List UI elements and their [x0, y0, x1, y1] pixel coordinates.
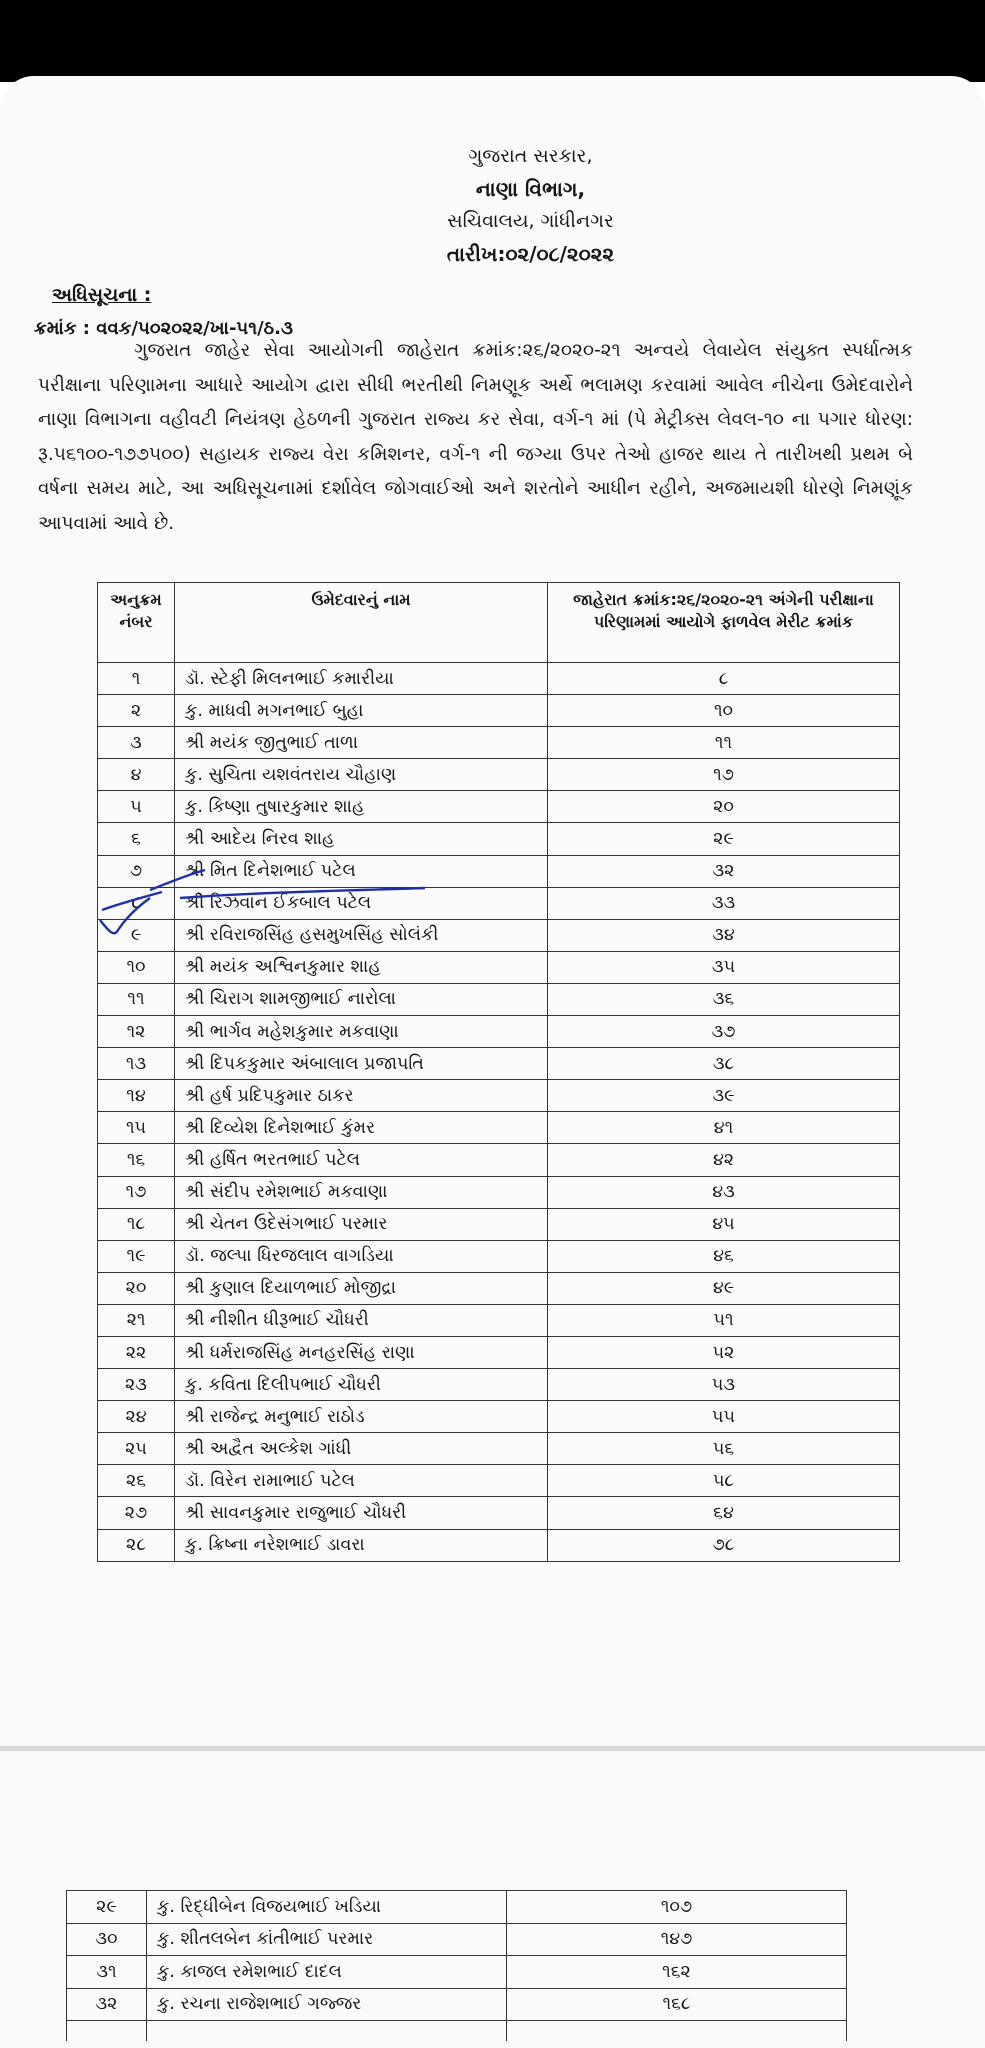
header-name: ઉમેદવારનું નામ [175, 583, 548, 663]
candidate-name-cell: શ્રી મિત દિનેશભાઈ પટેલ [175, 855, 548, 887]
serial-cell: ૧૩ [98, 1048, 175, 1080]
serial-cell: ૧ [98, 663, 175, 695]
merit-rank-cell: ૪૩ [548, 1176, 900, 1208]
candidate-name-cell: શ્રી મયંક જીતુભાઈ તાળા [175, 727, 548, 759]
table-row [98, 1465, 900, 1497]
reference-number: ક્રમાંક : વવક/૫૦૨૦૨૨/ખા-૫૧/ઠ.૩ [34, 318, 293, 339]
candidate-name-cell: શ્રી ચેતન ઉદેસંગભાઈ પરમાર [175, 1208, 548, 1240]
table-row [98, 1048, 900, 1080]
merit-rank-cell: ૩૮ [548, 1048, 900, 1080]
merit-rank-cell: ૪૫ [548, 1208, 900, 1240]
merit-rank-cell: ૪૬ [548, 1240, 900, 1272]
serial-cell: ૩૦ [67, 1923, 147, 1956]
serial-cell [67, 2021, 147, 2041]
merit-rank-cell: ૩૭ [548, 1016, 900, 1048]
candidate-name-cell: શ્રી મયંક અશ્વિનકુમાર શાહ [175, 951, 548, 983]
candidate-name-cell: શ્રી હર્ષિત ભરતભાઈ પટેલ [175, 1144, 548, 1176]
serial-cell: ૨૭ [98, 1497, 175, 1529]
merit-rank-cell: ૪૯ [548, 1272, 900, 1304]
table-row [98, 983, 900, 1015]
merit-rank-cell: ૮ [548, 663, 900, 695]
serial-cell: ૨૨ [98, 1336, 175, 1368]
notice-date: તારીખ:૦૨/૦૮/૨૦૨૨ [446, 242, 615, 266]
candidate-name-cell: શ્રી આદેય નિરવ શાહ [175, 823, 548, 855]
serial-cell: ૨૦ [98, 1272, 175, 1304]
merit-rank-cell: ૧૦૭ [507, 1891, 847, 1924]
header-serial: અનુક્રમ નંબર [98, 583, 175, 663]
merit-rank-cell: ૩૫ [548, 951, 900, 983]
candidate-name-cell: શ્રી સંદીપ રમેશભાઈ મકવાણા [175, 1176, 548, 1208]
candidate-name-cell: શ્રી ચિરાગ શામજીભાઈ નારોલા [175, 983, 548, 1015]
candidate-name-cell: શ્રી દિવ્યેશ દિનેશભાઈ કુંમર [175, 1112, 548, 1144]
serial-cell: ૯ [98, 919, 175, 951]
candidate-name-cell: ડૉ. જલ્પા ધિરજલાલ વાગડિયા [175, 1240, 548, 1272]
table-row [67, 2021, 847, 2041]
candidate-name-cell: શ્રી ભાર્ગવ મહેશકુમાર મકવાણા [175, 1016, 548, 1048]
merit-rank-cell: ૧૬૨ [507, 1956, 847, 1989]
serial-cell: ૪ [98, 759, 175, 791]
serial-cell: ૩ [98, 727, 175, 759]
serial-cell: ૩૧ [67, 1956, 147, 1989]
merit-rank-cell: ૧૬૮ [507, 1988, 847, 2021]
table-row [98, 919, 900, 951]
table-row [98, 1401, 900, 1433]
serial-cell: ૧૬ [98, 1144, 175, 1176]
candidate-name-cell: કુ. સુચિતા યશવંતરાય ચૌહાણ [175, 759, 548, 791]
serial-cell: ૬ [98, 823, 175, 855]
merit-rank-cell: ૫૨ [548, 1336, 900, 1368]
serial-cell: ૧૦ [98, 951, 175, 983]
candidate-name-cell: શ્રી દિપકકુમાર અંબાલાલ પ્રજાપતિ [175, 1048, 548, 1080]
table-row [98, 1272, 900, 1304]
serial-cell: ૨૬ [98, 1465, 175, 1497]
appointment-table [97, 582, 900, 1562]
serial-cell: ૧૫ [98, 1112, 175, 1144]
government-title: ગુજરાત સરકાર, [468, 145, 593, 167]
serial-cell: ૨૪ [98, 1401, 175, 1433]
table-row [98, 1304, 900, 1336]
candidate-name-cell: કુ. માધવી મગનભાઈ બુહા [175, 695, 548, 727]
table-row [98, 1529, 900, 1561]
candidate-name-cell: શ્રી રાજેન્દ્ર મનુભાઈ રાઠોડ [175, 1401, 548, 1433]
candidate-name-cell: કુ. રિદ્ધીબેન વિજયભાઈ ખડિયા [147, 1891, 507, 1924]
table-row [98, 1144, 900, 1176]
table-row [98, 1369, 900, 1401]
merit-rank-cell: ૨૦ [548, 791, 900, 823]
merit-rank-cell: ૬૪ [548, 1497, 900, 1529]
serial-cell: ૧૨ [98, 1016, 175, 1048]
merit-rank-cell: ૭૮ [548, 1529, 900, 1561]
serial-cell: ૭ [98, 855, 175, 887]
notification-body: ગુજરાત જાહેર સેવા આયોગની જાહેરાત ક્રમાંક:૨૬/૨૦૨૦-૨૧ અન્વયે લેવાયેલ સંયુક્ત સ્પર્ધાત્મક પરીક્ષાના પરિણામના આધારે આયોગ દ્વારા સીધી ભરતીથી નિમણૂક અર્થે ભલામણ કરવામાં આવેલ નીચેના ઉમેદવારોને નાણા વિભાગના વહીવટી નિયંત્રણ હેઠળની ગુજરાત રાજ્ય કર સેવા, વર્ગ-૧ માં (પે મેટ્રીક્સ લેવલ-૧૦ ના પગાર ધોરણ: રૂ.૫૬૧૦૦-૧૭૭૫૦૦) સહાયક રાજ્ય વેરા કમિશનર, વર્ગ-૧ ની જગ્યા ઉપર તેઓ હાજર થાય તે તારીખથી પ્રથમ બે વર્ષના સમય માટે, આ અધિસૂચનામાં દર્શાવેલ જોગવાઈઓ અને શરતોને આધીન રહીને, અજમાયશી ધોરણે નિમણૂંક આપવામાં આવે છે. [38, 340, 913, 534]
table-row [67, 1891, 847, 1924]
serial-cell: ૩૨ [67, 1988, 147, 2021]
merit-rank-cell: ૧૪૭ [507, 1923, 847, 1956]
merit-rank-cell: ૨૯ [548, 823, 900, 855]
table-row [98, 1016, 900, 1048]
department-title: નાણા વિભાગ, [475, 177, 586, 201]
serial-cell: ૧૧ [98, 983, 175, 1015]
candidate-name-cell: ડૉ. સ્ટેફી મિલનભાઈ કમારીયા [175, 663, 548, 695]
table-row [67, 1988, 847, 2021]
candidate-name-cell: કુ. રચના રાજેશભાઈ ગજ્જર [147, 1988, 507, 2021]
table-row [67, 1956, 847, 1989]
merit-rank-cell: ૫૧ [548, 1304, 900, 1336]
serial-cell: ૧૪ [98, 1080, 175, 1112]
candidate-name-cell: કુ. કાજલ રમેશભાઈ દાદલ [147, 1956, 507, 1989]
office-place: સચિવાલય, ગાંધીનગર [447, 210, 614, 232]
table-row [98, 1336, 900, 1368]
candidate-name-cell [147, 2021, 507, 2041]
candidate-name-cell: ડૉ. વિરેન રામાભાઈ પટેલ [175, 1465, 548, 1497]
serial-cell: ૮ [98, 887, 175, 919]
appointment-table-continued [66, 1890, 847, 2041]
merit-rank-cell [507, 2021, 847, 2041]
serial-cell: ૫ [98, 791, 175, 823]
table-row [98, 1080, 900, 1112]
serial-cell: ૨૮ [98, 1529, 175, 1561]
serial-cell: ૧૭ [98, 1176, 175, 1208]
table-row [98, 791, 900, 823]
table-row [98, 1176, 900, 1208]
top-status-bar [0, 0, 985, 82]
table-row [98, 823, 900, 855]
merit-rank-cell: ૩૩ [548, 887, 900, 919]
table-row [98, 1112, 900, 1144]
table-row [67, 1923, 847, 1956]
merit-rank-cell: ૫૮ [548, 1465, 900, 1497]
serial-cell: ૨ [98, 695, 175, 727]
candidate-name-cell: શ્રી હર્ષ પ્રદિપકુમાર ઠાકર [175, 1080, 548, 1112]
table-row [98, 663, 900, 695]
table-row [98, 1433, 900, 1465]
table-header-row [98, 583, 900, 663]
merit-rank-cell: ૩૨ [548, 855, 900, 887]
candidate-name-cell: શ્રી રિઝવાન ઈકબાલ પટેલ [175, 887, 548, 919]
serial-cell: ૧૯ [98, 1240, 175, 1272]
table-row [98, 1240, 900, 1272]
candidate-name-cell: કુ. કવિતા દિલીપભાઈ ચૌધરી [175, 1369, 548, 1401]
merit-rank-cell: ૧૧ [548, 727, 900, 759]
serial-cell: ૨૫ [98, 1433, 175, 1465]
candidate-name-cell: શ્રી અદ્વૈત અલ્કેશ ગાંધી [175, 1433, 548, 1465]
merit-rank-cell: ૫૬ [548, 1433, 900, 1465]
candidate-name-cell: શ્રી નીશીત ધીરૂભાઈ ચૌધરી [175, 1304, 548, 1336]
candidate-name-cell: શ્રી રવિરાજસિંહ હસમુખસિંહ સોલંકી [175, 919, 548, 951]
candidate-name-cell: શ્રી કુણાલ દિયાળભાઈ મોજીદ્રા [175, 1272, 548, 1304]
merit-rank-cell: ૪૧ [548, 1112, 900, 1144]
merit-rank-cell: ૫૫ [548, 1401, 900, 1433]
merit-rank-cell: ૪૨ [548, 1144, 900, 1176]
merit-rank-cell: ૧૭ [548, 759, 900, 791]
serial-cell: ૧૮ [98, 1208, 175, 1240]
serial-cell: ૨૩ [98, 1369, 175, 1401]
table-row [98, 759, 900, 791]
candidate-name-cell: કુ. ક્રિષ્ના નરેશભાઈ ડાવરા [175, 1529, 548, 1561]
merit-rank-cell: ૧૦ [548, 695, 900, 727]
table-row [98, 695, 900, 727]
candidate-name-cell: કુ. કિષ્ણા તુષારકુમાર શાહ [175, 791, 548, 823]
serial-cell: ૨૧ [98, 1304, 175, 1336]
table-row [98, 855, 900, 887]
table-row [98, 887, 900, 919]
header-merit: જાહેરાત ક્રમાંક:૨૬/૨૦૨૦-૨૧ અંગેની પરીક્ષાના પરિણામમાં આયોગે ફાળવેલ મેરીટ ક્રમાંક [548, 583, 900, 663]
merit-rank-cell: ૩૯ [548, 1080, 900, 1112]
table-row [98, 1497, 900, 1529]
table-row [98, 951, 900, 983]
table-row [98, 1208, 900, 1240]
serial-cell: ૨૯ [67, 1891, 147, 1924]
merit-rank-cell: ૫૩ [548, 1369, 900, 1401]
candidate-name-cell: શ્રી સાવનકુમાર રાજુભાઈ ચૌધરી [175, 1497, 548, 1529]
candidate-name-cell: શ્રી ધર્મરાજસિંહ મનહરસિંહ રાણા [175, 1336, 548, 1368]
table-row [98, 727, 900, 759]
candidate-name-cell: કુ. શીતલબેન કાંતીભાઈ પરમાર [147, 1923, 507, 1956]
merit-rank-cell: ૩૬ [548, 983, 900, 1015]
merit-rank-cell: ૩૪ [548, 919, 900, 951]
notification-label: અધિસૂચના : [52, 284, 152, 306]
